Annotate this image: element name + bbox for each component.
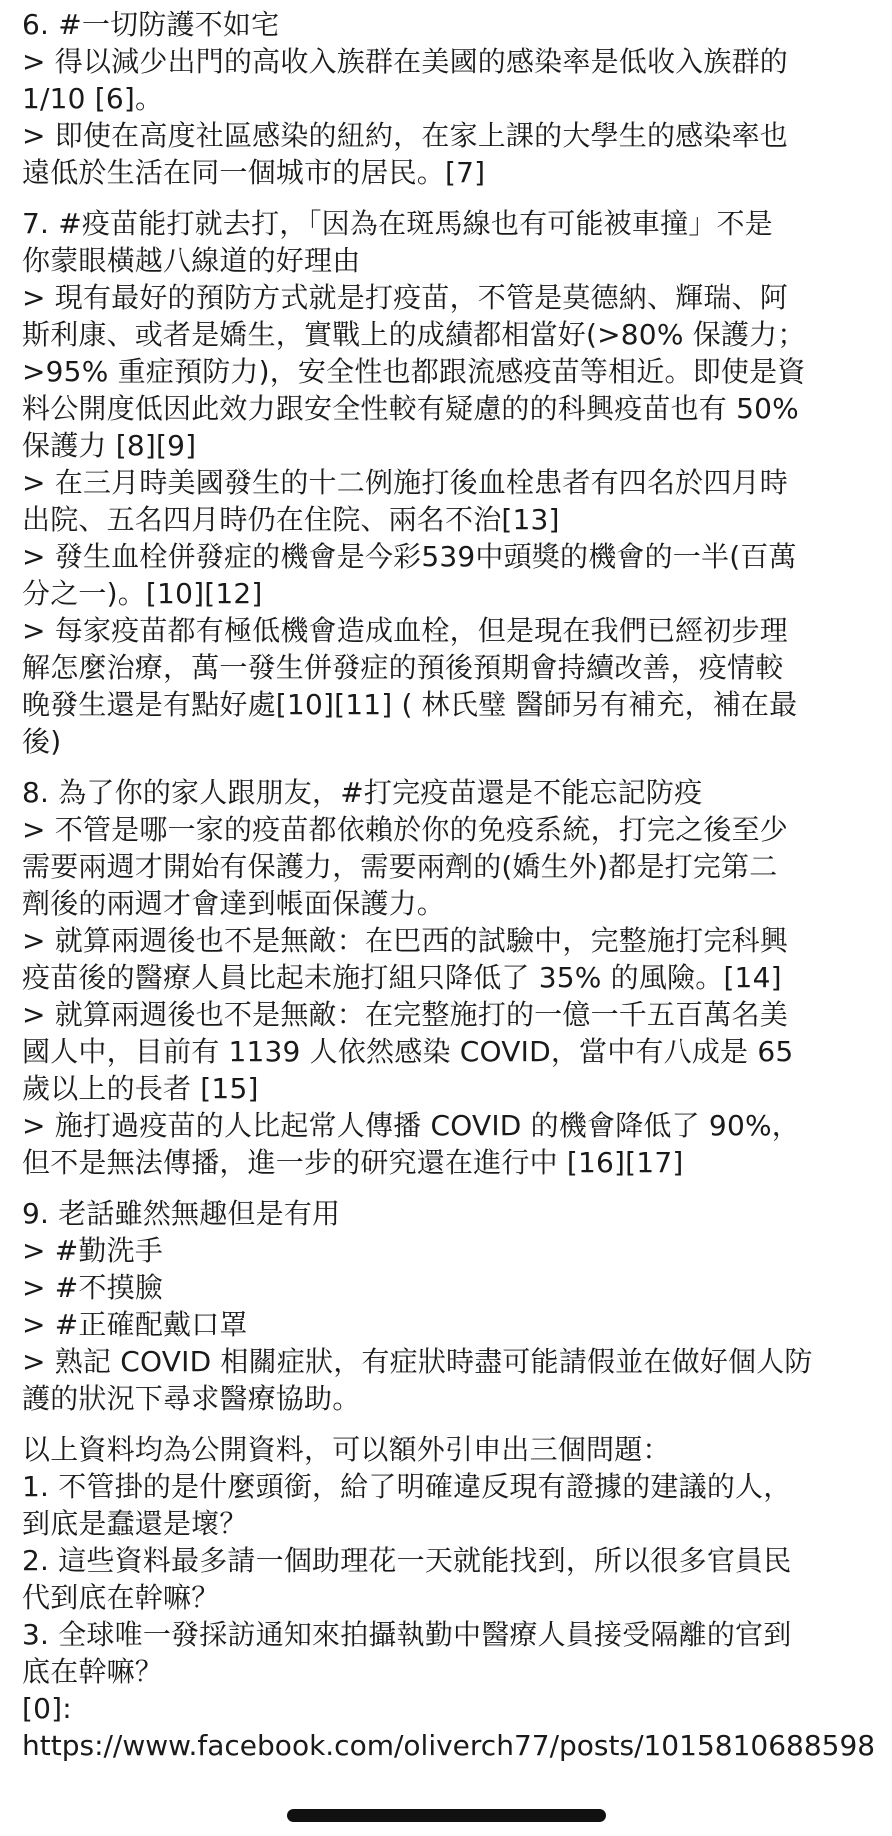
post-body bbox=[22, 6, 878, 1778]
text-line: 到底是蠢還是壞？ bbox=[22, 1507, 248, 1540]
paragraph-closing bbox=[22, 1431, 878, 1764]
text-line: > 發生血栓併發症的機會是今彩539中頭獎的機會的一半(百萬 bbox=[22, 540, 797, 573]
text-line: 料公開度低因此效力跟安全性較有疑慮的的科興疫苗也有 50% bbox=[22, 392, 799, 425]
text-line: 保護力 [8][9] bbox=[22, 429, 197, 462]
text-line: 疫苗後的醫療人員比起未施打組只降低了 35% 的風險。[14] bbox=[22, 961, 782, 994]
text-line: > 就算兩週後也不是無敵：在巴西的試驗中，完整施打完科興 bbox=[22, 924, 788, 957]
text-line: 2. 這些資料最多請一個助理花一天就能找到，所以很多官員民 bbox=[22, 1544, 792, 1577]
text-line: 歲以上的長者 [15] bbox=[22, 1072, 259, 1105]
text-line: 1/10 [6]。 bbox=[22, 82, 164, 115]
text-line: 斯利康、或者是嬌生，實戰上的成績都相當好(>80% 保護力； bbox=[22, 318, 806, 351]
text-line: 9. 老話雖然無趣但是有用 bbox=[22, 1197, 341, 1230]
text-line: 但不是無法傳播，進一步的研究還在進行中 [16][17] bbox=[22, 1146, 684, 1179]
text-line: 底在幹嘛？ bbox=[22, 1655, 164, 1688]
text-line: > #勤洗手 bbox=[22, 1234, 164, 1267]
text-line: 解怎麼治療，萬一發生併發症的預後預期會持續改善，疫情較 bbox=[22, 651, 784, 684]
text-line: 需要兩週才開始有保護力，需要兩劑的(嬌生外)都是打完第二 bbox=[22, 850, 778, 883]
text-line: 分之一)。[10][12] bbox=[22, 577, 263, 610]
text-line: 1. 不管掛的是什麼頭銜，給了明確違反現有證據的建議的人， bbox=[22, 1470, 792, 1503]
reference-link[interactable]: https://www.facebook.com/oliverch77/posts/1015810688598 bbox=[22, 1729, 876, 1762]
paragraph-item-9 bbox=[22, 1195, 878, 1417]
paragraph-item-6 bbox=[22, 6, 878, 191]
paragraph-item-7 bbox=[22, 205, 878, 760]
text-line: 6. #一切防護不如宅 bbox=[22, 8, 280, 41]
text-line: 遠低於生活在同一個城市的居民。[7] bbox=[22, 156, 486, 189]
text-line: > #不摸臉 bbox=[22, 1271, 164, 1304]
text-line: 3. 全球唯一發採訪通知來拍攝執勤中醫療人員接受隔離的官到 bbox=[22, 1618, 792, 1651]
text-line: > 施打過疫苗的人比起常人傳播 COVID 的機會降低了 90%， bbox=[22, 1109, 800, 1142]
text-line: > #正確配戴口罩 bbox=[22, 1308, 248, 1341]
text-line: > 得以減少出門的高收入族群在美國的感染率是低收入族群的 bbox=[22, 45, 788, 78]
text-line: 以上資料均為公開資料，可以額外引申出三個問題： bbox=[22, 1433, 671, 1466]
text-line: [0]: bbox=[22, 1692, 72, 1725]
text-line: >95% 重症預防力)，安全性也都跟流感疫苗等相近。即使是資 bbox=[22, 355, 806, 388]
text-line: > 在三月時美國發生的十二例施打後血栓患者有四名於四月時 bbox=[22, 466, 788, 499]
text-line: 代到底在幹嘛？ bbox=[22, 1581, 220, 1614]
home-indicator[interactable] bbox=[287, 1809, 606, 1822]
text-line: 後) bbox=[22, 725, 62, 758]
text-line: > 每家疫苗都有極低機會造成血栓，但是現在我們已經初步理 bbox=[22, 614, 788, 647]
text-line: 劑後的兩週才會達到帳面保護力。 bbox=[22, 887, 446, 920]
text-line: 國人中，目前有 1139 人依然感染 COVID，當中有八成是 65 bbox=[22, 1035, 794, 1068]
text-line: > 即使在高度社區感染的紐約，在家上課的大學生的感染率也 bbox=[22, 119, 788, 152]
text-line: 護的狀況下尋求醫療協助。 bbox=[22, 1382, 361, 1415]
text-line: 8. 為了你的家人跟朋友，#打完疫苗還是不能忘記防疫 bbox=[22, 776, 703, 809]
text-line: 出院、五名四月時仍在住院、兩名不治[13] bbox=[22, 503, 560, 536]
text-line: > 現有最好的預防方式就是打疫苗，不管是莫德納、輝瑞、阿 bbox=[22, 281, 788, 314]
paragraph-item-8 bbox=[22, 774, 878, 1181]
text-line: > 熟記 COVID 相關症狀，有症狀時盡可能請假並在做好個人防 bbox=[22, 1345, 813, 1378]
text-line: > 就算兩週後也不是無敵：在完整施打的一億一千五百萬名美 bbox=[22, 998, 788, 1031]
text-line: 7. #疫苗能打就去打，「因為在斑馬線也有可能被車撞」不是 bbox=[22, 207, 773, 240]
text-line: > 不管是哪一家的疫苗都依賴於你的免疫系統，打完之後至少 bbox=[22, 813, 788, 846]
text-line: 晚發生還是有點好處[10][11] ( 林氏璧 醫師另有補充，補在最 bbox=[22, 688, 798, 721]
text-line: 你蒙眼橫越八線道的好理由 bbox=[22, 244, 361, 277]
